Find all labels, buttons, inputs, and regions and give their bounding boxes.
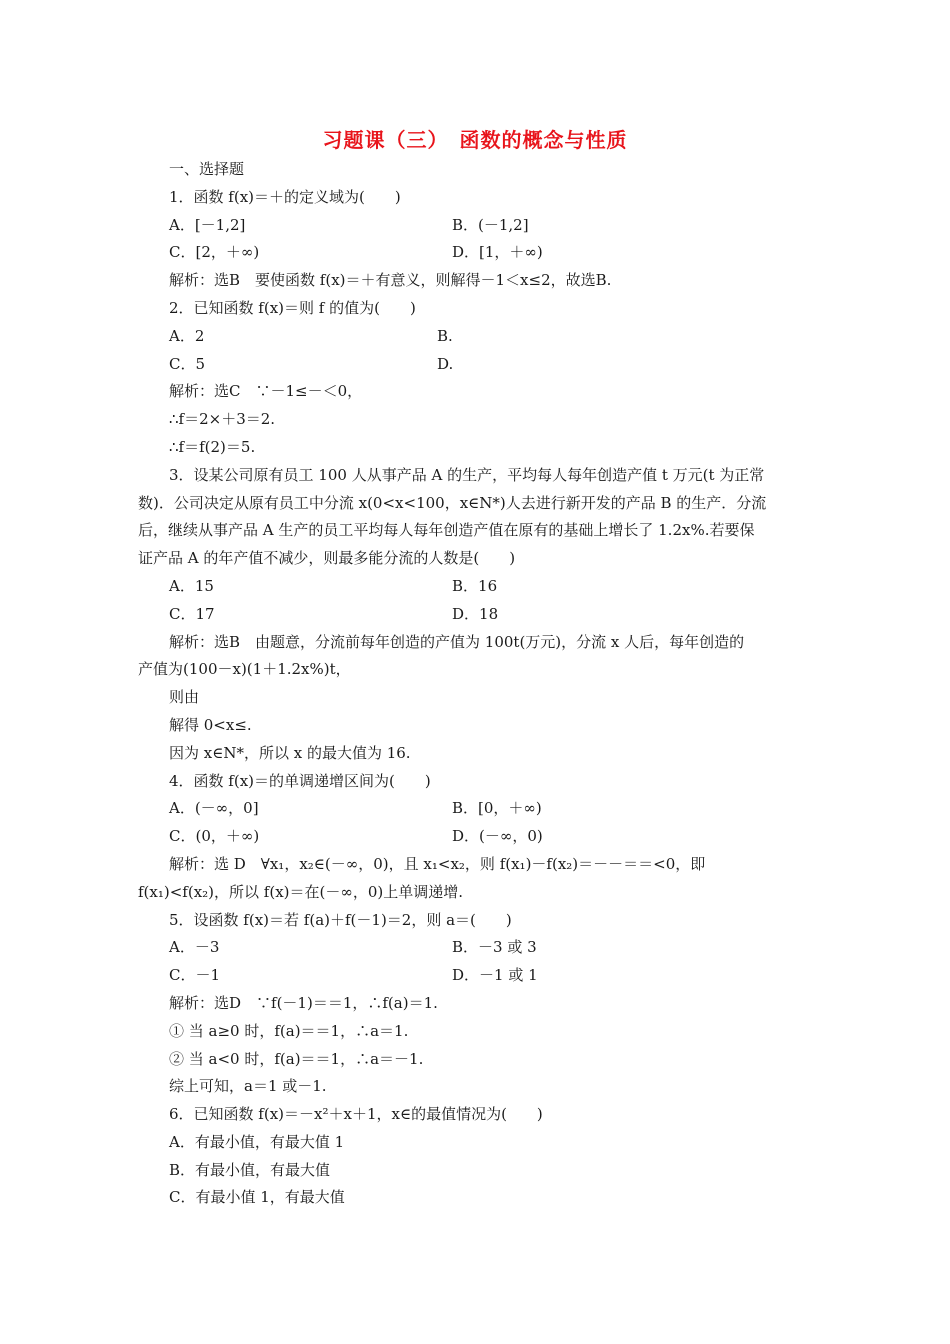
content	[138, 156, 816, 1212]
question-2-solution-1: 解析：选C ∵－1≤－＜0，	[169, 382, 363, 401]
question-3-solution-1: 解析：选B 由题意，分流前每年创造的产值为 100t(万元)，分流 x 人后，每年创造的	[169, 632, 745, 651]
option-b: B．16	[452, 576, 498, 595]
question-5-stem: 5．设函数 f(x)＝若 f(a)＋f(－1)＝2，则 a＝( )	[169, 910, 512, 929]
option-a: A．2	[169, 326, 205, 345]
question-2-options-row-1	[138, 323, 816, 351]
option-d: D．[1，＋∞)	[452, 243, 543, 262]
option-b: B.	[437, 326, 453, 345]
option-c: C．－1	[169, 966, 221, 985]
question-2-solution-3: ∴f＝f(2)＝5.	[169, 437, 256, 456]
option-d: D．－1 或 1	[452, 966, 538, 985]
option-a: A．－3	[169, 938, 220, 957]
question-3-options-row-2	[138, 601, 816, 629]
question-3-solution-3: 则由	[169, 688, 200, 707]
question-4-options-row-2	[138, 823, 816, 851]
question-3-line-1: 3．设某公司原有员工 100 人从事产品 A 的生产，平均每人每年创造产值 t 万元(t 为正常	[169, 465, 765, 484]
section-heading: 一、选择题	[169, 160, 245, 178]
option-a: A．[－1,2]	[169, 215, 246, 234]
option-d: D．(－∞，0)	[452, 827, 543, 846]
question-4-solution-1: 解析：选 D ∀x₁，x₂∈(－∞，0)，且 x₁<x₂，则 f(x₁)－f(x₂)＝－－＝＝<0，即	[169, 854, 706, 873]
question-1-solution: 解析：选B 要使函数 f(x)＝＋有意义，则解得－1＜x≤2，故选B.	[169, 271, 612, 290]
question-3-line-2: 数)．公司决定从原有员工中分流 x(0<x<100，x∈N*)人去进行新开发的产品 B 的生产．分流	[138, 493, 767, 512]
question-2-solution-2: ∴f＝2×＋3＝2.	[169, 410, 276, 429]
option-c: C．17	[169, 604, 215, 623]
page-title: 习题课（三） 函数的概念与性质	[322, 128, 628, 152]
option-d: D．18	[452, 604, 499, 623]
option-a: A．有最小值，有最大值 1	[169, 1132, 345, 1151]
question-3-options-row-1	[138, 573, 816, 601]
question-5-options-row-1	[138, 934, 816, 962]
question-5-solution-1: 解析：选D ∵f(－1)＝＝1，∴f(a)＝1.	[169, 993, 438, 1012]
option-a: A．15	[169, 576, 214, 595]
question-3-solution-5: 因为 x∈N*，所以 x 的最大值为 16.	[169, 743, 411, 762]
question-5-solution-2: ① 当 a≥0 时，f(a)＝＝1，∴a＝1.	[169, 1021, 409, 1040]
question-5-solution-3: ② 当 a<0 时，f(a)＝＝1，∴a＝－1.	[169, 1049, 424, 1068]
question-4-options-row-1	[138, 795, 816, 823]
question-6-stem: 6．已知函数 f(x)＝－x²＋x＋1，x∈的最值情况为( )	[169, 1105, 543, 1124]
question-4-stem: 4．函数 f(x)＝的单调递增区间为( )	[169, 771, 431, 790]
option-d: D.	[437, 354, 454, 373]
option-b: B．(－1,2]	[452, 215, 529, 234]
question-3-solution-4: 解得 0<x≤.	[169, 715, 252, 734]
question-1-options-row-1	[138, 212, 816, 240]
option-c: C．有最小值 1，有最大值	[169, 1188, 345, 1207]
option-a: A．(－∞，0]	[169, 799, 259, 818]
question-2-options-row-2	[138, 351, 816, 379]
option-b: B．－3 或 3	[452, 938, 537, 957]
question-2-stem: 2．已知函数 f(x)＝则 f 的值为( )	[169, 298, 416, 317]
question-5-options-row-2	[138, 962, 816, 990]
option-c: C．5	[169, 354, 206, 373]
question-1-options-row-2	[138, 239, 816, 267]
question-1-stem: 1．函数 f(x)＝＋的定义域为( )	[169, 187, 401, 206]
option-c: C．[2，＋∞)	[169, 243, 260, 262]
question-3-line-3: 后，继续从事产品 A 生产的员工平均每人每年创造产值在原有的基础上增长了 1.2x%.若要保	[138, 521, 755, 540]
question-4-solution-2: f(x₁)<f(x₂)，所以 f(x)＝在(－∞，0)上单调递增.	[138, 882, 464, 901]
option-b: B．[0，＋∞)	[452, 799, 542, 818]
question-3-solution-2: 产值为(100－x)(1＋1.2x%)t，	[138, 660, 351, 679]
option-b: B．有最小值，有最大值	[169, 1160, 331, 1179]
option-c: C．(0，＋∞)	[169, 827, 260, 846]
question-5-solution-4: 综上可知，a＝1 或－1.	[169, 1077, 327, 1096]
question-3-line-4: 证产品 A 的年产值不减少，则最多能分流的人数是( )	[138, 549, 516, 568]
